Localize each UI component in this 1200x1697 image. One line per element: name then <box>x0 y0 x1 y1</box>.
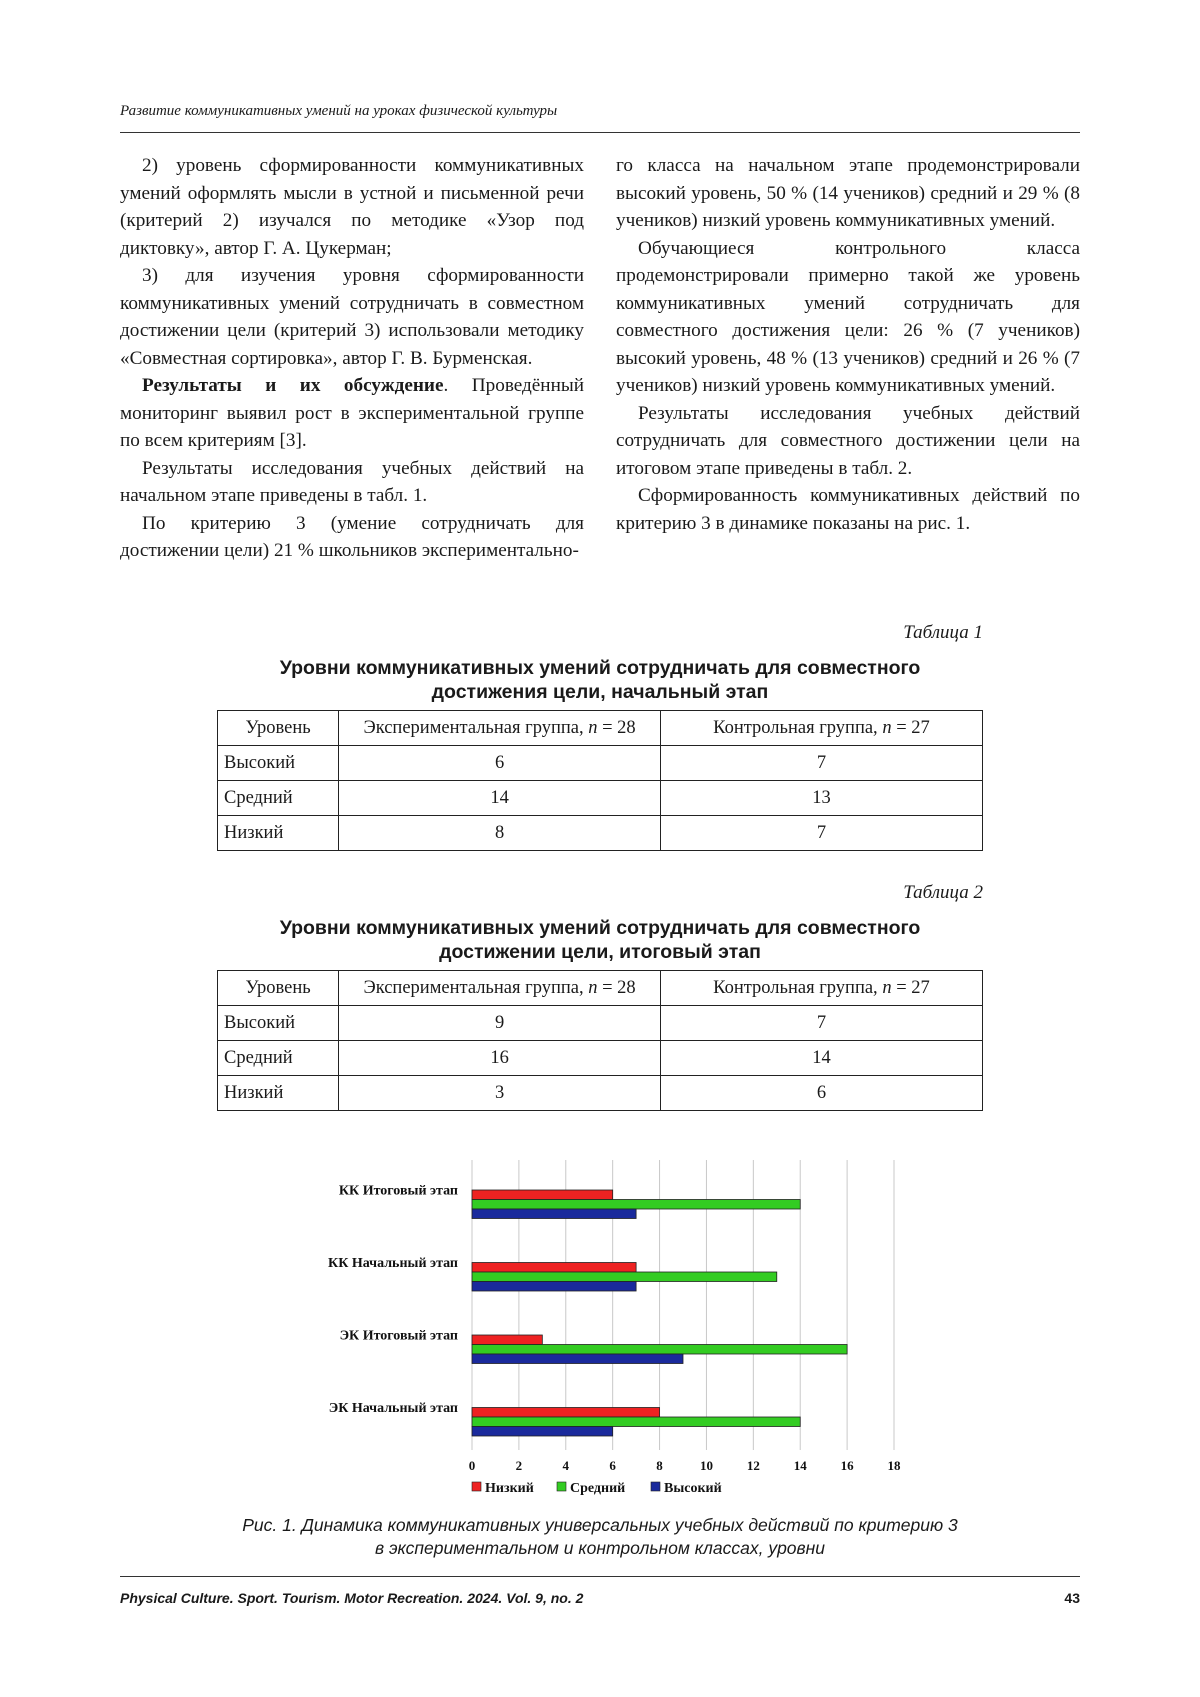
header-cell: Экспериментальная группа, n = 28 <box>339 711 661 746</box>
bar-high <box>472 1209 636 1219</box>
legend-label: Средний <box>570 1481 626 1496</box>
bar-low <box>472 1263 636 1273</box>
header-cell: Уровень <box>218 711 339 746</box>
table-row <box>218 816 983 851</box>
bar-medium <box>472 1417 800 1427</box>
value-cell: 8 <box>339 816 661 851</box>
header-cell: Экспериментальная группа, n = 28 <box>339 971 661 1006</box>
paragraph-text: . Проведённый мониторинг выявил рост в экспериментальной группе по всем критериям [3]. <box>120 375 584 451</box>
running-head: Развитие коммуникативных умений на уроках физической культуры <box>120 103 558 119</box>
level-cell: Средний <box>218 1041 339 1076</box>
footer-rule <box>120 1576 1080 1577</box>
header-cell: Контрольная группа, n = 27 <box>660 971 982 1006</box>
x-tick-label: 16 <box>840 1458 854 1473</box>
legend-swatch <box>557 1482 566 1491</box>
page-number: 43 <box>1064 1590 1080 1606</box>
x-tick-label: 14 <box>793 1458 807 1473</box>
table2-title-line: Уровни коммуникативных умений сотрудничать для совместного <box>279 917 921 939</box>
table1-title <box>120 656 1080 704</box>
table-row <box>218 1006 983 1041</box>
table-row <box>218 781 983 816</box>
paragraph: Результаты исследования учебных действий на начальном этапе приведены в табл. 1. <box>120 457 584 506</box>
table1-title-line: достижения цели, начальный этап <box>431 681 769 703</box>
header-cell: Контрольная группа, n = 27 <box>660 711 982 746</box>
table-header-row <box>218 971 983 1006</box>
paragraph: го класса на начальном этапе продемонстрировали высокий уровень, 50 % (14 учеников) средний и 29 % (8 учеников) низкий уровень коммуникативных умений. <box>616 155 1080 231</box>
paragraph: 2) уровень сформированности коммуникативных умений оформлять мысли в устной и письменной речи (критерий 2) изучался по методике «Узор под диктовку», автор Г. А. Цукерман; <box>120 155 584 259</box>
paragraph: 3) для изучения уровня сформированности коммуникативных умений сотрудничать в совместном достижении цели (критерий 3) использовали методику «Совместная сортировка», автор Г. В. Бурменская. <box>120 265 584 369</box>
legend-swatch <box>651 1482 660 1491</box>
body-text <box>120 152 1080 565</box>
x-tick-label: 8 <box>656 1458 663 1473</box>
paragraph: По критерию 3 (умение сотрудничать для достижении цели) 21 % школьников экспериментально- <box>120 512 584 561</box>
value-cell: 16 <box>339 1041 661 1076</box>
value-cell: 7 <box>660 816 982 851</box>
journal-footer: Physical Culture. Sport. Tourism. Motor Recreation. 2024. Vol. 9, no. 2 <box>120 1590 584 1606</box>
table1 <box>217 710 983 851</box>
table-row <box>218 1041 983 1076</box>
paragraph: Результаты исследования учебных действий сотрудничать для совместного достижении цели на итоговом этапе приведены в табл. 2. <box>616 402 1080 479</box>
value-cell: 7 <box>660 746 982 781</box>
value-cell: 14 <box>660 1041 982 1076</box>
category-label: КК Итоговый этап <box>338 1183 458 1199</box>
table-row <box>218 1076 983 1111</box>
x-tick-label: 0 <box>468 1458 476 1473</box>
bar-low <box>472 1335 542 1345</box>
category-label: ЭК Начальный этап <box>328 1400 458 1416</box>
bar-low <box>472 1408 660 1418</box>
legend-swatch <box>472 1482 481 1491</box>
category-label: КК Начальный этап <box>328 1255 458 1271</box>
paragraph: Сформированность коммуникативных действий по критерию 3 в динамике показаны на рис. 1. <box>616 485 1080 534</box>
table2-title <box>120 916 1080 964</box>
figure-caption-line: в экспериментальном и контрольном классах, уровни <box>374 1538 826 1558</box>
level-cell: Высокий <box>218 746 339 781</box>
level-cell: Высокий <box>218 1006 339 1041</box>
x-tick-label: 12 <box>746 1458 760 1473</box>
paragraph <box>120 372 584 455</box>
level-cell: Низкий <box>218 1076 339 1111</box>
x-tick-label: 2 <box>515 1458 523 1473</box>
bar-medium <box>472 1200 800 1210</box>
bar-high <box>472 1427 613 1437</box>
x-tick-label: 18 <box>887 1458 901 1473</box>
level-cell: Низкий <box>218 816 339 851</box>
figure-caption-line: Рис. 1. Динамика коммуникативных универсальных учебных действий по критерию 3 <box>242 1515 958 1535</box>
value-cell: 9 <box>339 1006 661 1041</box>
x-tick-label: 6 <box>609 1458 616 1473</box>
bar-medium <box>472 1345 847 1355</box>
value-cell: 3 <box>339 1076 661 1111</box>
x-tick-label: 4 <box>562 1458 570 1473</box>
value-cell: 7 <box>660 1006 982 1041</box>
category-label: ЭК Итоговый этап <box>339 1328 458 1344</box>
legend-label: Высокий <box>664 1481 722 1496</box>
section-heading: Результаты и их обсуждение <box>142 375 444 396</box>
figure-caption <box>120 1514 1080 1560</box>
table2-title-line: достижении цели, итоговый этап <box>439 941 761 963</box>
bar-high <box>472 1354 683 1364</box>
value-cell: 6 <box>660 1076 982 1111</box>
legend-label: Низкий <box>485 1481 534 1496</box>
left-column <box>120 152 584 565</box>
value-cell: 13 <box>660 781 982 816</box>
bar-medium <box>472 1272 777 1282</box>
bar-low <box>472 1190 613 1200</box>
paragraph: Обучающиеся контрольного класса продемонстрировали примерно такой же уровень коммуникативных умений сотрудничать для совместного достижения цели: 26 % (7 учеников) высокий уровень, 48 % (13 учеников) средний и 26 % (7 учеников) низкий уровень коммуникативных умений. <box>616 237 1080 396</box>
bar-high <box>472 1282 636 1292</box>
table2-label: Таблица 2 <box>903 882 983 903</box>
table-header-row <box>218 711 983 746</box>
value-cell: 14 <box>339 781 661 816</box>
header-rule <box>120 132 1080 133</box>
x-tick-label: 10 <box>699 1458 713 1473</box>
value-cell: 6 <box>339 746 661 781</box>
level-cell: Средний <box>218 781 339 816</box>
bar-chart <box>280 1150 940 1496</box>
table2 <box>217 970 983 1111</box>
table1-title-line: Уровни коммуникативных умений сотрудничать для совместного <box>279 657 921 679</box>
header-cell: Уровень <box>218 971 339 1006</box>
table-row <box>218 746 983 781</box>
right-column <box>616 152 1080 565</box>
table1-label: Таблица 1 <box>903 622 983 643</box>
